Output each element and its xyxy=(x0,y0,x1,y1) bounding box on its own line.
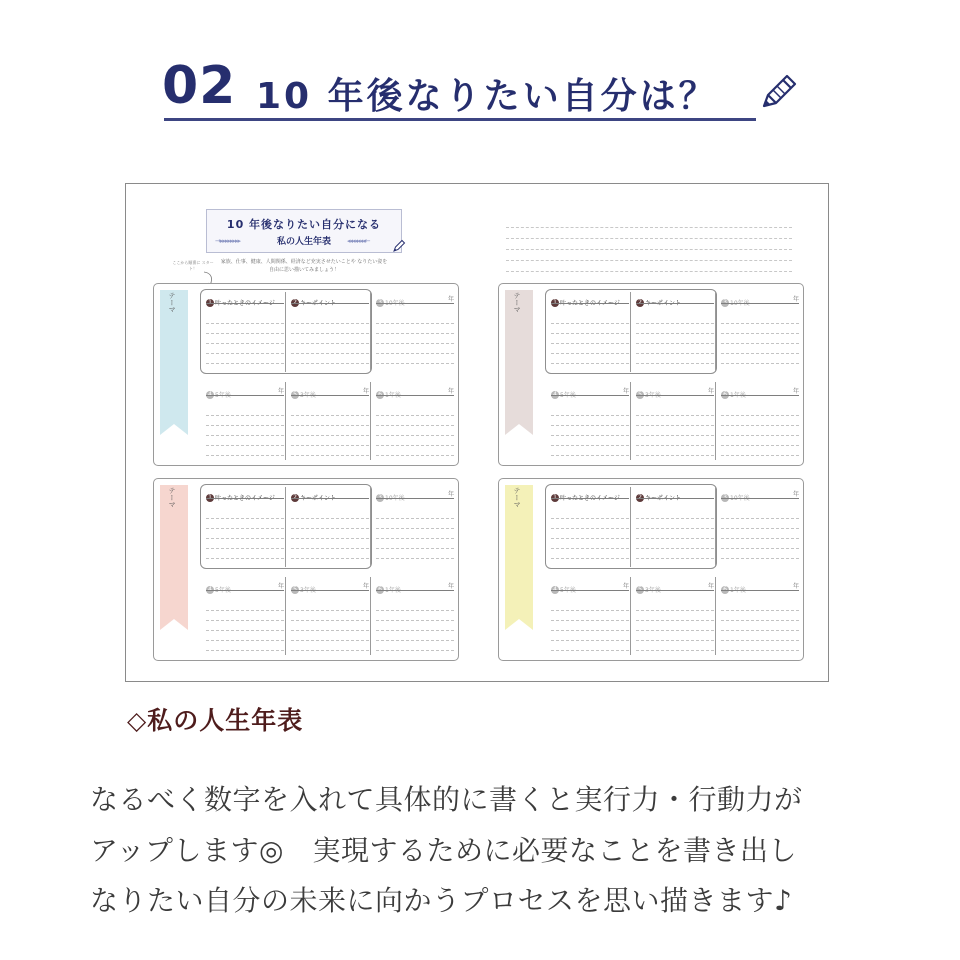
column-divider xyxy=(630,577,631,655)
writing-lines xyxy=(291,509,369,559)
cell-label: キーポイント xyxy=(300,300,337,307)
pencil-icon xyxy=(391,238,407,254)
body-text-line-1: なるべく数字を入れて具体的に書くと実行力・行動力が xyxy=(90,783,803,816)
column-divider xyxy=(285,382,286,460)
year-suffix: 年 xyxy=(447,388,454,395)
writing-lines xyxy=(291,314,369,364)
column-divider xyxy=(630,292,631,372)
column-divider xyxy=(370,577,371,655)
cell-label: 1年後 xyxy=(385,587,401,594)
cell-label: 叶ったときのイメージ xyxy=(215,495,275,502)
step-number-badge: 5 xyxy=(291,391,299,399)
page-header xyxy=(160,52,800,132)
cell-label: 3年後 xyxy=(645,587,661,594)
writing-lines xyxy=(636,509,714,559)
step-number-badge: 1 xyxy=(551,494,559,502)
step-number-badge: 4 xyxy=(551,586,559,594)
year-suffix: 年 xyxy=(622,388,629,395)
writing-lines xyxy=(636,406,714,456)
cell-label: 5年後 xyxy=(215,392,231,399)
theme-panel xyxy=(153,478,459,661)
step-number-badge: 2 xyxy=(291,494,299,502)
memo-lines xyxy=(506,217,792,273)
theme-panel xyxy=(498,478,804,661)
step-number-badge: 2 xyxy=(636,299,644,307)
body-text-line-3: なりたい自分の未来に向かうプロセスを思い描きます♪ xyxy=(90,884,793,917)
cell-label: 1年後 xyxy=(730,587,746,594)
theme-panel xyxy=(153,283,459,466)
writing-lines xyxy=(551,314,629,364)
sheet-title-box xyxy=(206,209,402,253)
sheet-subtitle: 私の人生年表 xyxy=(276,237,331,247)
timeline-cell xyxy=(551,384,629,464)
year-suffix: 年 xyxy=(792,583,799,590)
year-suffix: 年 xyxy=(277,388,284,395)
timeline-cell xyxy=(636,579,714,659)
year-suffix: 年 xyxy=(792,388,799,395)
cell-label: 3年後 xyxy=(300,587,316,594)
page-title: 10 年後なりたい自分は？ xyxy=(256,76,718,117)
step-number-badge: 1 xyxy=(551,299,559,307)
writing-lines xyxy=(721,601,799,651)
timeline-cell xyxy=(291,292,369,372)
cell-label: キーポイント xyxy=(645,495,682,502)
year-suffix: 年 xyxy=(707,388,714,395)
writing-lines xyxy=(551,509,629,559)
writing-lines xyxy=(376,601,454,651)
timeline-cell xyxy=(206,292,284,372)
year-suffix: 年 xyxy=(362,583,369,590)
step-number-badge: 2 xyxy=(636,494,644,502)
section-heading: ◇私の人生年表 xyxy=(127,706,304,735)
arrow-decoration-right: ◂◂◂◂◂◂◂← xyxy=(347,237,370,245)
writing-lines xyxy=(291,601,369,651)
theme-label: テーマ xyxy=(168,292,176,313)
cell-label: 叶ったときのイメージ xyxy=(215,300,275,307)
timeline-cell xyxy=(721,384,799,464)
year-suffix: 年 xyxy=(277,583,284,590)
year-suffix: 年 xyxy=(447,491,454,498)
cell-label: キーポイント xyxy=(645,300,682,307)
writing-lines xyxy=(551,406,629,456)
cell-label: 叶ったときのイメージ xyxy=(560,300,620,307)
cell-label: 10年後 xyxy=(385,495,405,502)
timeline-cell xyxy=(721,292,799,372)
year-suffix: 年 xyxy=(792,296,799,303)
cell-label: 5年後 xyxy=(560,587,576,594)
step-number-badge: 3 xyxy=(376,494,384,502)
timeline-cell xyxy=(206,579,284,659)
timeline-cell xyxy=(551,579,629,659)
timeline-cell xyxy=(636,292,714,372)
column-divider xyxy=(285,487,286,567)
step-number-badge: 6 xyxy=(376,391,384,399)
step-number-badge: 4 xyxy=(551,391,559,399)
arrow-decoration-left: →▸▸▸▸▸▸▸▸ xyxy=(215,237,240,245)
step-number-badge: 4 xyxy=(206,586,214,594)
title-underline xyxy=(164,118,756,121)
writing-lines xyxy=(721,406,799,456)
cell-label: 叶ったときのイメージ xyxy=(560,495,620,502)
timeline-cell xyxy=(291,487,369,567)
life-timeline-sheet xyxy=(125,183,829,682)
cell-label: 10年後 xyxy=(385,300,405,307)
step-number-badge: 5 xyxy=(636,391,644,399)
timeline-cell xyxy=(206,384,284,464)
step-number-badge: 5 xyxy=(291,586,299,594)
step-number-badge: 2 xyxy=(291,299,299,307)
theme-label: テーマ xyxy=(513,292,521,313)
writing-lines xyxy=(206,601,284,651)
step-number-badge: 1 xyxy=(206,299,214,307)
writing-lines xyxy=(721,509,799,559)
cell-label: 5年後 xyxy=(215,587,231,594)
writing-lines xyxy=(376,314,454,364)
year-suffix: 年 xyxy=(447,583,454,590)
writing-lines xyxy=(551,601,629,651)
column-divider xyxy=(715,577,716,655)
step-number-badge: 1 xyxy=(206,494,214,502)
writing-lines xyxy=(206,406,284,456)
theme-label: テーマ xyxy=(513,487,521,508)
timeline-cell xyxy=(636,487,714,567)
cell-label: 1年後 xyxy=(385,392,401,399)
timeline-cell xyxy=(376,579,454,659)
column-divider xyxy=(630,487,631,567)
year-suffix: 年 xyxy=(622,583,629,590)
writing-lines xyxy=(291,406,369,456)
year-suffix: 年 xyxy=(792,491,799,498)
writing-lines xyxy=(376,509,454,559)
step-number-badge: 3 xyxy=(721,299,729,307)
column-divider xyxy=(285,577,286,655)
step-number-badge: 3 xyxy=(721,494,729,502)
column-divider xyxy=(370,292,371,372)
column-divider xyxy=(370,382,371,460)
step-number-badge: 6 xyxy=(721,586,729,594)
cell-label: キーポイント xyxy=(300,495,337,502)
writing-lines xyxy=(376,406,454,456)
cell-label: 3年後 xyxy=(645,392,661,399)
section-number: 02 xyxy=(162,56,237,116)
body-text-line-2: アップします◎ 実現するために必要なことを書き出し xyxy=(90,834,797,867)
writing-lines xyxy=(721,314,799,364)
sheet-title: 10 年後なりたい自分になる xyxy=(226,218,382,231)
timeline-cell xyxy=(721,487,799,567)
column-divider xyxy=(715,487,716,567)
timeline-cell xyxy=(291,579,369,659)
year-suffix: 年 xyxy=(362,388,369,395)
writing-lines xyxy=(636,601,714,651)
timeline-cell xyxy=(551,487,629,567)
cell-label: 1年後 xyxy=(730,392,746,399)
writing-lines xyxy=(206,314,284,364)
theme-label: テーマ xyxy=(168,487,176,508)
column-divider xyxy=(630,382,631,460)
step-number-badge: 6 xyxy=(721,391,729,399)
writing-lines xyxy=(206,509,284,559)
cell-label: 5年後 xyxy=(560,392,576,399)
cell-label: 10年後 xyxy=(730,495,750,502)
column-divider xyxy=(285,292,286,372)
year-suffix: 年 xyxy=(707,583,714,590)
timeline-cell xyxy=(636,384,714,464)
timeline-cell xyxy=(376,292,454,372)
theme-panel xyxy=(498,283,804,466)
cell-label: 10年後 xyxy=(730,300,750,307)
cell-label: 3年後 xyxy=(300,392,316,399)
timeline-cell xyxy=(721,579,799,659)
step-number-badge: 4 xyxy=(206,391,214,399)
timeline-cell xyxy=(376,384,454,464)
writing-lines xyxy=(636,314,714,364)
timeline-cell xyxy=(551,292,629,372)
pencil-icon xyxy=(754,68,800,114)
timeline-cell xyxy=(291,384,369,464)
step-number-badge: 6 xyxy=(376,586,384,594)
sheet-description: 家族、仕事、健康、人間関係、経済など充実させたいことや なりたい姿を自由に思い描いてみましょう！ xyxy=(220,259,388,273)
step-number-badge: 5 xyxy=(636,586,644,594)
start-hint: ここから順番に スタート！ xyxy=(172,260,214,271)
column-divider xyxy=(370,487,371,567)
column-divider xyxy=(715,292,716,372)
timeline-cell xyxy=(376,487,454,567)
year-suffix: 年 xyxy=(447,296,454,303)
step-number-badge: 3 xyxy=(376,299,384,307)
column-divider xyxy=(715,382,716,460)
timeline-cell xyxy=(206,487,284,567)
